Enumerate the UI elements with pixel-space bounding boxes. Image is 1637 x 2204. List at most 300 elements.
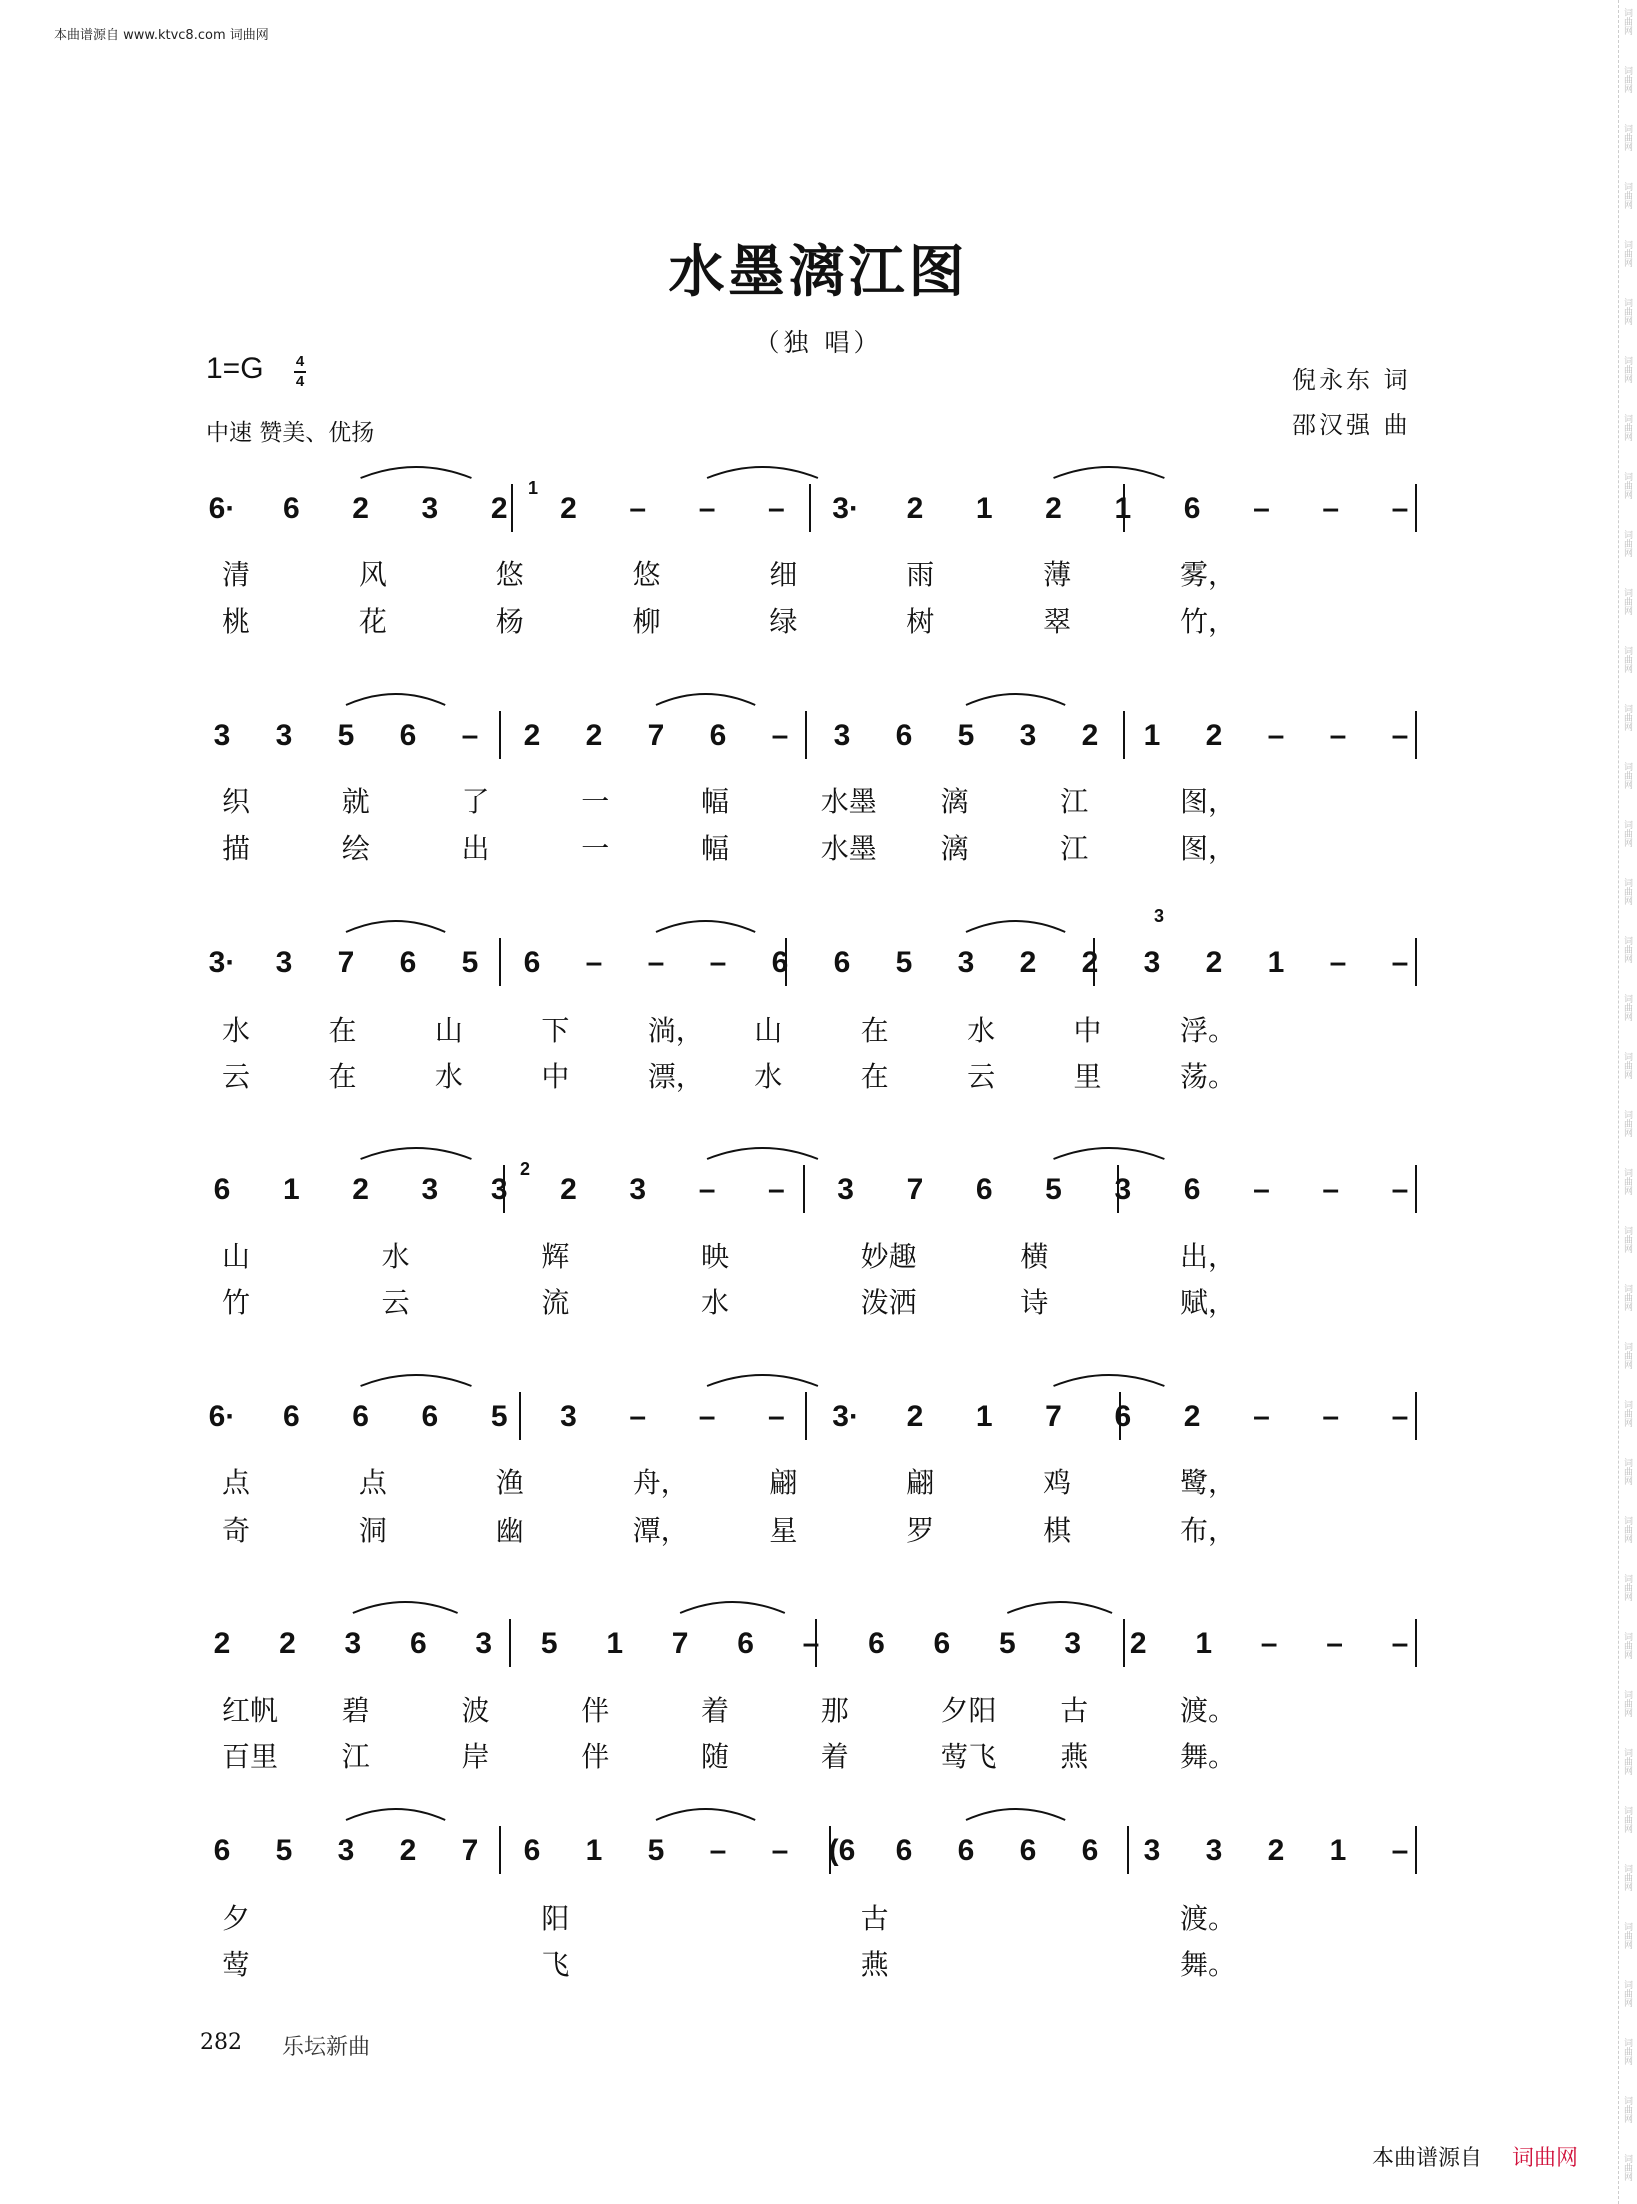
note: 2 [560, 1173, 577, 1206]
note: 6 [1183, 492, 1201, 525]
note: 1 [975, 492, 993, 525]
lyric-syllable: 伴 [581, 1694, 610, 1727]
lyric-syllable: 一 [581, 832, 610, 865]
margin-label: 词曲网 [1622, 1342, 1632, 1369]
lyric-syllable: 山 [434, 1014, 463, 1047]
lyric-syllable: 漓 [940, 832, 969, 865]
lyric-syllable: 飞 [541, 1948, 570, 1981]
note: 1 [1329, 1834, 1347, 1867]
note: 2 [906, 1400, 924, 1433]
margin-label: 词曲网 [1622, 1748, 1632, 1775]
lyric-syllable: 雨 [906, 558, 935, 591]
note: 7 [1045, 1400, 1062, 1433]
lyric-syllable: 鹭， [1180, 1466, 1237, 1499]
margin-label: 词曲网 [1622, 1110, 1632, 1137]
lyric-syllable: 红帆 [222, 1694, 279, 1727]
note: – [698, 1400, 716, 1433]
composer-credit: 邵汉强 曲 [1292, 411, 1411, 439]
lyric-syllable: 水 [222, 1014, 251, 1047]
slur-arc [346, 921, 445, 932]
margin-label: 词曲网 [1622, 878, 1632, 905]
lyric-syllable: 在 [328, 1060, 357, 1093]
lyric-syllable: 点 [222, 1466, 251, 1499]
note: 2 [523, 719, 541, 752]
lyric-syllable: 江 [341, 1740, 370, 1773]
note: – [1391, 1400, 1409, 1433]
lyric-syllable: 雾， [1180, 558, 1237, 591]
margin-label: 词曲网 [1622, 1052, 1632, 1079]
note: 3 [421, 1173, 439, 1206]
lyric-syllable: 风 [358, 558, 387, 591]
lyric-syllable: 百里 [222, 1740, 279, 1773]
note: 2 [490, 492, 508, 525]
time-signature-bottom: 4 [295, 373, 305, 390]
note: 6 [1081, 1834, 1099, 1867]
note: 6 [352, 1400, 369, 1433]
note: 6 [957, 1834, 975, 1867]
note: 3 [421, 492, 439, 525]
margin-label: 词曲网 [1622, 1980, 1632, 2007]
margin-label: 词曲网 [1622, 2154, 1632, 2181]
lyric-syllable: 流 [541, 1286, 570, 1319]
lyric-syllable: 织 [222, 785, 251, 818]
margin-label: 词曲网 [1622, 936, 1632, 963]
note: 2 [279, 1627, 296, 1660]
lyric-syllable: 燕 [860, 1948, 889, 1981]
note: 6 [399, 946, 417, 979]
lyric-syllable: 诗 [1020, 1286, 1049, 1319]
lyric-syllable: 伴 [581, 1740, 610, 1773]
slur-arc [707, 467, 818, 478]
lyric-syllable: 渡。 [1180, 1694, 1237, 1727]
note: 2 [352, 1173, 369, 1206]
note: – [1391, 1173, 1409, 1206]
lyric-syllable: 映 [701, 1240, 730, 1273]
note: 6 [737, 1627, 754, 1660]
key-signature: 1=G [206, 352, 264, 385]
note: 6 [213, 1173, 231, 1206]
lyric-syllable: 水墨 [820, 785, 877, 818]
slur-arc [1054, 1375, 1165, 1386]
lyric-syllable: 翩 [906, 1466, 935, 1499]
margin-label: 词曲网 [1622, 646, 1632, 673]
note: 6 [421, 1400, 439, 1433]
lyric-syllable: 洞 [358, 1514, 387, 1547]
tuplet-number: 3 [1154, 906, 1165, 926]
slur-arc [707, 1375, 818, 1386]
note: – [1322, 1173, 1340, 1206]
note: 5 [337, 719, 355, 752]
lyric-syllable: 一 [581, 785, 610, 818]
note: – [698, 492, 716, 525]
note: 3 [275, 719, 293, 752]
note: 5 [540, 1627, 558, 1660]
note: 5 [490, 1400, 508, 1433]
note: – [1326, 1627, 1343, 1660]
lyric-syllable: 棋 [1043, 1514, 1072, 1547]
lyric-syllable: 清 [222, 558, 251, 591]
watermark-site[interactable]: 词曲网 [1512, 2146, 1579, 2171]
margin-label: 词曲网 [1622, 1400, 1632, 1427]
lyric-syllable: 舞。 [1180, 1740, 1237, 1773]
slur-arc [966, 694, 1065, 705]
note: 6 [833, 946, 851, 979]
note: 3 [629, 1173, 647, 1206]
note: 3 [837, 1173, 854, 1206]
lyric-syllable: 夕 [222, 1902, 251, 1935]
note: – [1391, 1834, 1409, 1867]
note: 7 [461, 1834, 479, 1867]
lyric-syllable: 那 [820, 1694, 849, 1727]
slur-arc [361, 1148, 472, 1159]
margin-label: 词曲网 [1622, 1284, 1632, 1311]
margin-label: 词曲网 [1622, 530, 1632, 557]
note: 6 [282, 1400, 300, 1433]
margin-label: 词曲网 [1622, 2096, 1632, 2123]
tempo-marking: 中速 赞美、优扬 [206, 420, 375, 446]
lyric-syllable: 薄 [1043, 558, 1072, 591]
note: 7 [906, 1173, 924, 1206]
lyric-syllable: 里 [1073, 1060, 1102, 1093]
source-line: 本曲谱源自 www.ktvc8.com 词曲网 [54, 28, 269, 43]
note: – [698, 1173, 716, 1206]
slur-arc [1054, 1148, 1165, 1159]
note: 1 [585, 1834, 603, 1867]
note: 1 [282, 1173, 300, 1206]
margin-label: 词曲网 [1622, 472, 1632, 499]
note: – [1391, 492, 1409, 525]
lyric-syllable: 图， [1180, 832, 1237, 865]
slur-arc [353, 1602, 458, 1613]
note: 3 [957, 946, 975, 979]
note: – [1391, 946, 1409, 979]
slur-arc [680, 1602, 785, 1613]
lyric-syllable: 绿 [769, 605, 798, 638]
note: 3 [275, 946, 293, 979]
note: 6 [895, 719, 913, 752]
lyric-syllable: 燕 [1060, 1740, 1089, 1773]
lyric-syllable: 幅 [701, 785, 730, 818]
lyric-syllable: 江 [1060, 832, 1089, 865]
note: 2 [906, 492, 924, 525]
volta-number: 1 [528, 478, 539, 498]
lyric-syllable: 悠 [632, 558, 661, 591]
slur-arc [346, 1809, 445, 1820]
note: – [461, 719, 479, 752]
note: 1 [1114, 492, 1132, 525]
lyric-syllable: 树 [906, 605, 935, 638]
margin-label: 词曲网 [1622, 1168, 1632, 1195]
margin-label: 词曲网 [1622, 1690, 1632, 1717]
lyric-syllable: 江 [1060, 785, 1089, 818]
lyric-syllable: 泼洒 [860, 1286, 917, 1319]
lyric-syllable: 柳 [632, 605, 661, 638]
note: 6 [282, 492, 300, 525]
lyric-syllable: 渡。 [1180, 1902, 1237, 1935]
margin-label: 词曲网 [1622, 298, 1632, 325]
lyric-syllable: 漂， [647, 1060, 704, 1093]
lyric-syllable: 翠 [1043, 605, 1072, 638]
lyric-syllable: 漓 [940, 785, 969, 818]
lyric-syllable: 赋， [1180, 1286, 1237, 1319]
note: 2 [1205, 946, 1223, 979]
note: 3 [1064, 1627, 1082, 1660]
margin-label: 词曲网 [1622, 1864, 1632, 1891]
lyric-syllable: 古 [860, 1902, 889, 1935]
lyric-syllable: 着 [820, 1740, 849, 1773]
lyric-syllable: 浮。 [1180, 1014, 1237, 1047]
lyric-syllable: 幅 [701, 832, 730, 865]
lyric-syllable: 波 [461, 1694, 490, 1727]
lyric-syllable: 水 [754, 1060, 783, 1093]
note: 3· [832, 1400, 859, 1433]
note: – [1253, 492, 1270, 525]
watermark-source: 本曲谱源自 [1372, 2146, 1483, 2171]
note: – [1260, 1627, 1278, 1660]
lyric-syllable: 随 [701, 1740, 730, 1773]
margin-label: 词曲网 [1622, 1226, 1632, 1253]
note: 2 [352, 492, 369, 525]
margin-label: 词曲网 [1622, 414, 1632, 441]
slur-arc [1007, 1602, 1112, 1613]
lyric-syllable: 妙趣 [860, 1240, 917, 1273]
note: 6 [709, 719, 727, 752]
note: 5 [461, 946, 479, 979]
note: – [1391, 1627, 1409, 1660]
note: 1 [1195, 1627, 1213, 1660]
slur-arc [656, 921, 755, 932]
note: – [1329, 946, 1347, 979]
lyric-syllable: 山 [754, 1014, 783, 1047]
note: – [1322, 1400, 1340, 1433]
note: 6 [868, 1627, 885, 1660]
note: – [647, 946, 665, 979]
note: 6 [213, 1834, 231, 1867]
note: 1 [975, 1400, 993, 1433]
lyric-syllable: 横 [1020, 1240, 1049, 1273]
lyric-syllable: 云 [222, 1060, 251, 1093]
margin-label: 词曲网 [1622, 356, 1632, 383]
lyric-syllable: 水 [434, 1060, 463, 1093]
lyric-syllable: 中 [1073, 1014, 1102, 1047]
lyric-syllable: 舟， [632, 1466, 689, 1499]
lyric-syllable: 奇 [222, 1514, 251, 1547]
note: 2 [1081, 719, 1099, 752]
note: 3 [560, 1400, 577, 1433]
lyric-syllable: 在 [328, 1014, 357, 1047]
note: 6 [523, 946, 541, 979]
note: 5 [998, 1627, 1016, 1660]
lyric-syllable: 潭， [632, 1514, 689, 1547]
note: 3 [1019, 719, 1037, 752]
note: – [1329, 719, 1347, 752]
lyric-syllable: 图， [1180, 785, 1237, 818]
lyric-syllable: 阳 [541, 1902, 570, 1935]
margin-label: 词曲网 [1622, 704, 1632, 731]
lyric-syllable: 淌， [647, 1014, 704, 1047]
note: – [771, 1834, 789, 1867]
margin-label: 词曲网 [1622, 820, 1632, 847]
note: 7 [647, 719, 665, 752]
margin-label: 词曲网 [1622, 1574, 1632, 1601]
song-subtitle: （独 唱） [754, 328, 883, 357]
note: 3 [490, 1173, 508, 1206]
lyric-syllable: 舞。 [1180, 1948, 1237, 1981]
lyric-syllable: 描 [222, 832, 251, 865]
note: 2 [1267, 1834, 1285, 1867]
margin-label: 词曲网 [1622, 762, 1632, 789]
lyric-syllable: 点 [358, 1466, 387, 1499]
note: – [629, 1400, 647, 1433]
lyric-syllable: 水 [381, 1240, 410, 1273]
lyric-syllable: 幽 [495, 1514, 524, 1547]
note: 3 [1114, 1173, 1132, 1206]
note: – [1322, 492, 1340, 525]
margin-label: 词曲网 [1622, 1458, 1632, 1485]
lyric-syllable: 中 [541, 1060, 570, 1093]
lyric-syllable: 夕阳 [940, 1694, 997, 1727]
note: 2 [399, 1834, 417, 1867]
note: – [802, 1627, 820, 1660]
note: 6 [523, 1834, 541, 1867]
margin-label: 词曲网 [1622, 1806, 1632, 1833]
note: – [768, 1173, 785, 1206]
note: (6 [828, 1834, 856, 1867]
lyric-syllable: 出， [1180, 1240, 1237, 1273]
note: 1 [1267, 946, 1285, 979]
note: – [771, 719, 789, 752]
lyric-syllable: 辉 [541, 1240, 570, 1273]
note: 3 [344, 1627, 362, 1660]
note: 2 [1081, 946, 1099, 979]
note: – [709, 946, 727, 979]
note: 6 [1114, 1400, 1132, 1433]
lyric-syllable: 在 [860, 1060, 889, 1093]
note: 5 [647, 1834, 665, 1867]
note: – [709, 1834, 727, 1867]
note: 5 [275, 1834, 293, 1867]
page-number: 282 [200, 2030, 242, 2055]
lyric-syllable: 古 [1060, 1694, 1089, 1727]
lyric-syllable: 山 [222, 1240, 251, 1273]
book-title: 乐坛新曲 [282, 2035, 371, 2060]
lyric-syllable: 莺飞 [940, 1740, 997, 1773]
lyric-syllable: 莺 [222, 1948, 251, 1981]
note: 3 [1143, 946, 1161, 979]
slur-arc [966, 1809, 1065, 1820]
margin-label: 词曲网 [1622, 124, 1632, 151]
lyric-syllable: 出 [461, 832, 490, 865]
note: 6 [933, 1627, 951, 1660]
note: 1 [1143, 719, 1161, 752]
note: 1 [606, 1627, 624, 1660]
lyric-syllable: 竹， [1180, 605, 1237, 638]
lyric-syllable: 了 [461, 785, 490, 818]
note: 3 [833, 719, 851, 752]
note: – [1253, 1173, 1270, 1206]
margin-label: 词曲网 [1622, 2038, 1632, 2065]
lyric-syllable: 翩 [769, 1466, 798, 1499]
lyric-syllable: 碧 [341, 1694, 370, 1727]
note: 5 [957, 719, 975, 752]
lyric-syllable: 岸 [461, 1740, 490, 1773]
margin-label: 词曲网 [1622, 994, 1632, 1021]
lyric-syllable: 鸡 [1043, 1466, 1072, 1499]
note: 5 [1045, 1173, 1062, 1206]
note: 6 [1019, 1834, 1037, 1867]
note: 2 [1129, 1627, 1147, 1660]
note: 2 [1183, 1400, 1201, 1433]
slur-arc [361, 467, 472, 478]
note: – [1267, 719, 1285, 752]
slur-arc [1054, 467, 1165, 478]
slur-arc [707, 1148, 818, 1159]
note: 5 [895, 946, 913, 979]
note: 3 [1143, 1834, 1161, 1867]
lyric-syllable: 桃 [222, 605, 251, 638]
lyric-syllable: 水 [967, 1014, 996, 1047]
note: 2 [1045, 492, 1062, 525]
note: – [1253, 1400, 1270, 1433]
margin-label: 词曲网 [1622, 1632, 1632, 1659]
margin-label: 词曲网 [1622, 1922, 1632, 1949]
slur-arc [346, 694, 445, 705]
note: 6 [895, 1834, 913, 1867]
time-signature-top: 4 [295, 353, 305, 370]
note: 2 [213, 1627, 231, 1660]
slur-arc [361, 1375, 472, 1386]
note: 6· [208, 1400, 236, 1433]
note: – [1391, 719, 1409, 752]
lyric-syllable: 绘 [341, 832, 370, 865]
lyric-syllable: 杨 [495, 605, 524, 638]
note: 6· [208, 492, 236, 525]
note: 6 [975, 1173, 993, 1206]
note: 6 [409, 1627, 427, 1660]
margin-label: 词曲网 [1622, 588, 1632, 615]
lyric-syllable: 云 [967, 1060, 996, 1093]
lyric-syllable: 花 [358, 605, 387, 638]
note: 2 [1205, 719, 1223, 752]
margin-label: 词曲网 [1622, 66, 1632, 93]
lyric-syllable: 悠 [495, 558, 524, 591]
lyric-syllable: 水 [701, 1286, 730, 1319]
lyric-syllable: 星 [769, 1514, 798, 1547]
margin-label: 词曲网 [1622, 240, 1632, 267]
lyric-syllable: 在 [860, 1014, 889, 1047]
note: – [768, 1400, 785, 1433]
slur-arc [656, 694, 755, 705]
lyric-syllable: 下 [541, 1014, 570, 1047]
lyric-syllable: 云 [381, 1286, 410, 1319]
note: – [768, 492, 785, 525]
note: 7 [671, 1627, 689, 1660]
lyric-syllable: 罗 [906, 1514, 935, 1547]
note: – [585, 946, 603, 979]
note: 6 [771, 946, 789, 979]
lyric-syllable: 着 [701, 1694, 730, 1727]
lyric-syllable: 就 [341, 785, 370, 818]
note: 3 [475, 1627, 493, 1660]
margin-label: 词曲网 [1622, 182, 1632, 209]
song-title: 水墨漓江图 [668, 239, 969, 305]
note: 6 [399, 719, 417, 752]
note: 2 [585, 719, 603, 752]
lyric-syllable: 渔 [495, 1466, 524, 1499]
slur-arc [966, 921, 1065, 932]
note: 3· [832, 492, 859, 525]
lyric-syllable: 细 [769, 558, 798, 591]
